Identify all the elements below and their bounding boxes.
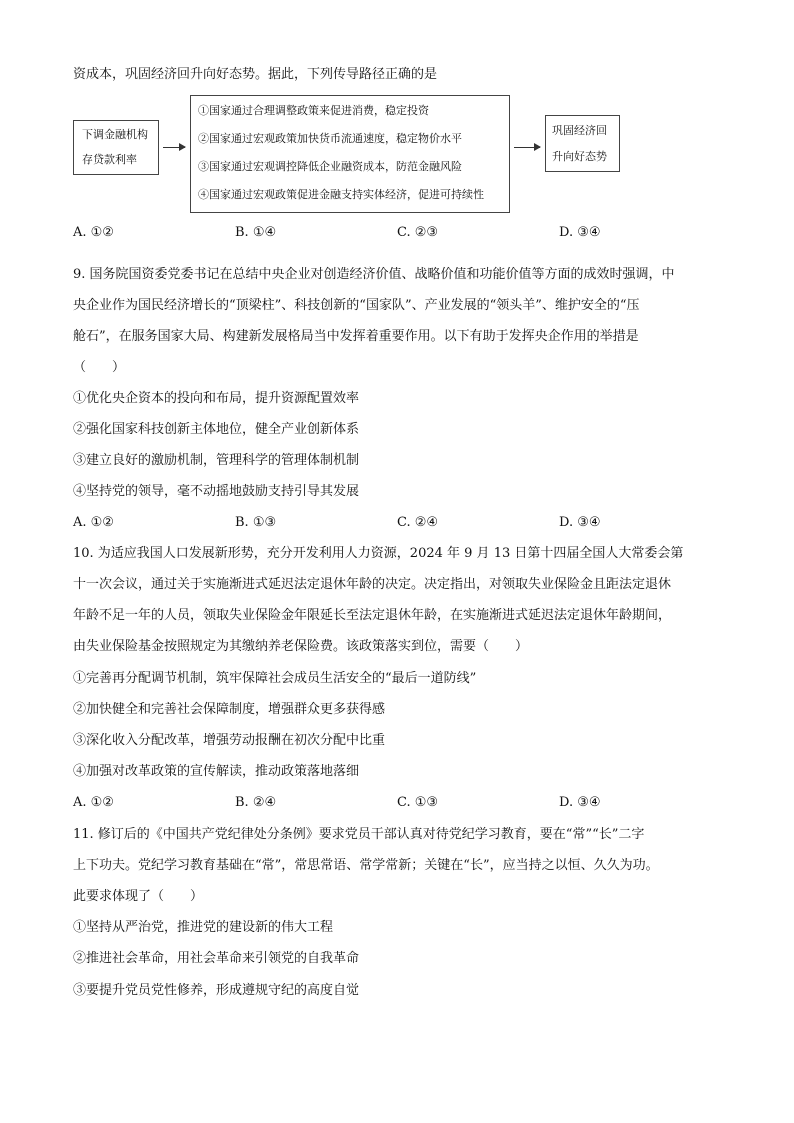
q10-item-1: ①完善再分配调节机制，筑牢保障社会成员生活安全的“最后一道防线”: [73, 671, 477, 686]
middle-box-item-3: ③国家通过宏观调控降低企业融资成本，防范金融风险: [198, 160, 462, 173]
q8-option-b[interactable]: B. ①④: [235, 225, 277, 240]
q9-item-4: ④坚持党的领导，毫不动摇地鼓励支持引导其发展: [73, 484, 360, 499]
diagram-left-box: [73, 120, 159, 175]
q10-item-3: ③深化收入分配改革，增强劳动报酬在初次分配中比重: [73, 733, 386, 748]
q8-option-d[interactable]: D. ③④: [559, 225, 601, 240]
q11-stem-line-2: 上下功夫。党纪学习教育基础在“常”，常思常语、常学常新；关键在“长”，应当持之以恒、久久为功。: [73, 858, 659, 873]
q8-options: [73, 224, 733, 242]
q9-item-3: ③建立良好的激励机制，管理科学的管理体制机制: [73, 453, 360, 468]
q10-item-4: ④加强对改革政策的宣传解读，推动政策落地落细: [73, 764, 360, 779]
q10-stem-line-3: 年龄不足一年的人员，领取失业保险金年限延长至法定退休年龄，在实施渐进式延迟法定退休年龄期间，: [73, 608, 672, 623]
q10-option-a[interactable]: A. ①②: [73, 795, 114, 810]
q10-option-d[interactable]: D. ③④: [559, 795, 601, 810]
q11-stem-line-1: 11. 修订后的《中国共产党纪律处分条例》要求党员干部认真对待党纪学习教育，要在“常”“长”二字: [73, 827, 645, 842]
q11-item-3: ③要提升党员党性修养，形成遵规守纪的高度自觉: [73, 983, 360, 998]
q10-option-b[interactable]: B. ②④: [235, 795, 277, 810]
q11-item-2: ②推进社会革命，用社会革命来引领党的自我革命: [73, 951, 360, 966]
right-box-line-1: 巩固经济回: [552, 124, 607, 137]
right-box-line-2: 升向好态势: [552, 150, 607, 163]
q9-stem-line-4: （ ）: [73, 360, 126, 375]
q9-options: [73, 514, 733, 532]
arrow-left-to-middle: [163, 147, 185, 148]
q9-item-1: ①优化央企资本的投向和布局，提升资源配置效率: [73, 391, 360, 406]
q8-option-a[interactable]: A. ①②: [73, 225, 114, 240]
q10-stem-line-4: 由失业保险基金按照规定为其缴纳养老保险费。该政策落实到位，需要（ ）: [73, 639, 529, 654]
q9-stem-line-1: 9. 国务院国资委党委书记在总结中央企业对创造经济价值、战略价值和功能价值等方面的成效时强调，中: [73, 267, 675, 282]
q9-option-d[interactable]: D. ③④: [559, 515, 601, 530]
q10-stem-line-2: 十一次会议，通过关于实施渐进式延迟法定退休年龄的决定。决定指出，对领取失业保险金且距法定退休: [73, 577, 672, 592]
q9-item-2: ②强化国家科技创新主体地位，健全产业创新体系: [73, 422, 360, 437]
q9-option-a[interactable]: A. ①②: [73, 515, 114, 530]
q10-option-c[interactable]: C. ①③: [397, 795, 439, 810]
q10-item-2: ②加快健全和完善社会保障制度，增强群众更多获得感: [73, 702, 386, 717]
q11-item-1: ①坚持从严治党，推进党的建设新的伟大工程: [73, 920, 334, 935]
q8-option-c[interactable]: C. ②③: [397, 225, 439, 240]
arrow-middle-to-right: [514, 147, 540, 148]
q9-option-b[interactable]: B. ①③: [235, 515, 277, 530]
intro-line: 资成本，巩固经济回升向好态势。据此，下列传导路径正确的是: [73, 67, 438, 82]
q11-stem-line-3: 此要求体现了（ ）: [73, 889, 204, 904]
middle-box-item-1: ①国家通过合理调整政策来促进消费，稳定投资: [198, 104, 429, 117]
middle-box-item-2: ②国家通过宏观政策加快货币流通速度，稳定物价水平: [198, 132, 462, 145]
q9-stem-line-3: 舱石”，在服务国家大局、构建新发展格局当中发挥着重要作用。以下有助于发挥央企作用的举措是: [73, 329, 639, 344]
q9-option-c[interactable]: C. ②④: [397, 515, 439, 530]
q9-stem-line-2: 央企业作为国民经济增长的“顶梁柱”、科技创新的“国家队”、产业发展的“领头羊”、维护安全的“压: [73, 298, 640, 313]
left-box-line-1: 下调金融机构: [82, 128, 148, 141]
diagram-middle-box: [190, 95, 510, 213]
left-box-line-2: 存贷款利率: [82, 153, 137, 166]
diagram-right-box: [545, 115, 620, 172]
q10-options: [73, 794, 733, 812]
q10-stem-line-1: 10. 为适应我国人口发展新形势，充分开发利用人力资源，2024 年 9 月 13 日第十四届全国人大常委会第: [73, 546, 684, 561]
middle-box-item-4: ④国家通过宏观政策促进金融支持实体经济，促进可持续性: [198, 188, 484, 201]
